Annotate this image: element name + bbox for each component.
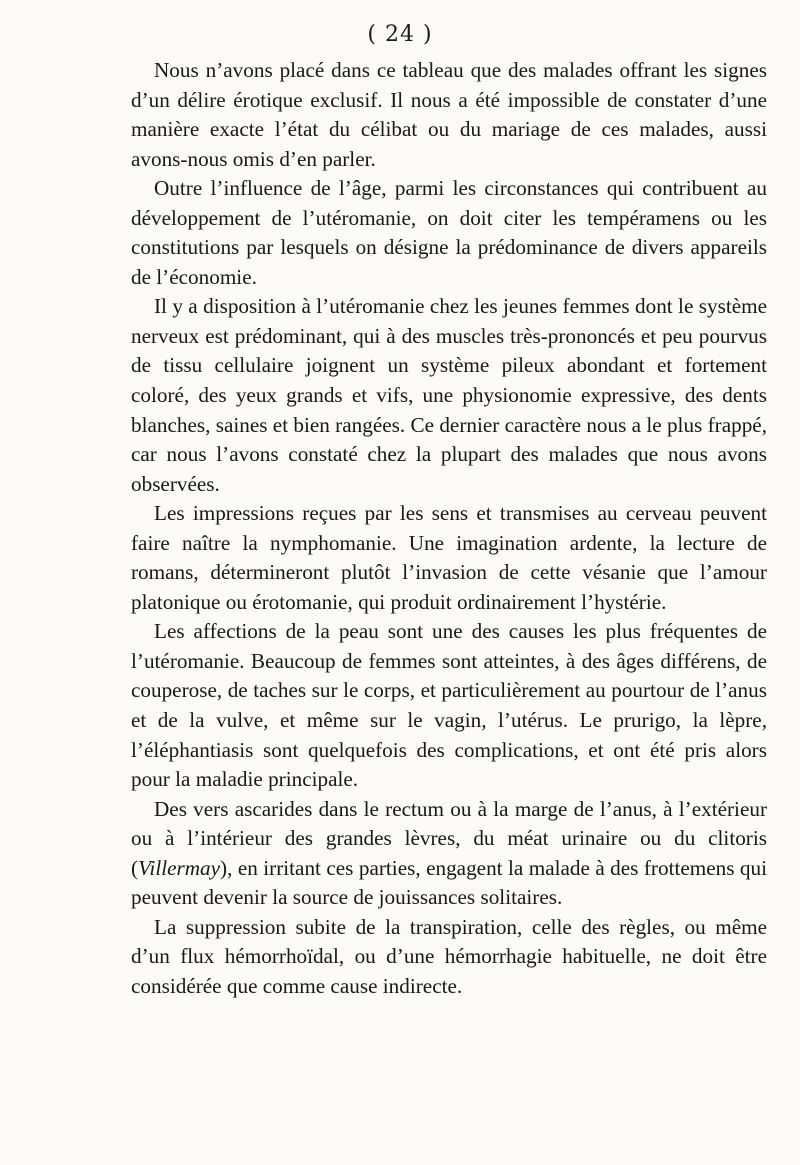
citation-author: Villermay [138, 855, 221, 880]
paragraph-ascarides-before: Des vers ascarides dans le rectum ou à la marge de l’anus, à l’extérieur ou à l’intérieur des grandes lèvres, du méat urinaire ou du clitoris ( [131, 796, 767, 880]
paragraph-suppression: La suppression subite de la transpiration, celle des règles, ou même d’un flux hémorrhoïdal, ou d’une hémorrhagie habituelle, ne doit être considérée que comme cause indirecte. [131, 914, 767, 998]
paragraph-tableau-note: Nous n’avons placé dans ce tableau que des malades offrant les signes d’un délire érotique exclusif. Il nous a été impossible de constater d’une manière exacte l’état du célibat ou du mariage de ces malades, aussi avons-nous omis d’en parler. [131, 58, 767, 171]
paragraph-temperaments: Outre l’influence de l’âge, parmi les circonstances qui contribuent au développement de l’utéromanie, on doit citer les tempéramens ou les constitutions par lesquels on désigne la prédominance de divers appareils de l’économie. [131, 176, 767, 289]
page-number: ( 24 ) [367, 22, 433, 47]
paragraph-ascarides-after: ), en irritant ces parties, engagent la malade à des frottemens qui peuvent devenir la source de jouissances solitaires. [131, 855, 767, 910]
body-text [131, 56, 767, 1002]
paragraph-skin-affections: Les affections de la peau sont une des causes les plus fréquentes de l’utéromanie. Beaucoup de femmes sont atteintes, à des âges différens, de couperose, de taches sur le corps, et particulièrement au pourtour de l’anus et de la vulve, et même sur le vagin, l’utérus. Le prurigo, la lèpre, l’éléphantiasis sont quelquefois des complications, et ont été pris alors pour la maladie principale. [131, 619, 767, 792]
paragraph-ascarides [131, 795, 767, 913]
paragraph-impressions: Les impressions reçues par les sens et transmises au cerveau peuvent faire naître la nymphomanie. Une imagination ardente, la lecture de romans, détermineront plutôt l’invasion de cette vésanie que l’amour platonique ou érotomanie, qui produit ordinairement l’hystérie. [131, 501, 767, 614]
paragraph-disposition: Il y a disposition à l’utéromanie chez les jeunes femmes dont le système nerveux est prédominant, qui à des muscles très-prononcés et peu pourvus de tissu cellulaire joignent un système pileux abondant et fortement coloré, des yeux grands et vifs, une physionomie expressive, des dents blanches, saines et bien rangées. Ce dernier caractère nous a le plus frappé, car nous l’avons constaté chez la plupart des malades que nous avons observées. [131, 294, 767, 496]
